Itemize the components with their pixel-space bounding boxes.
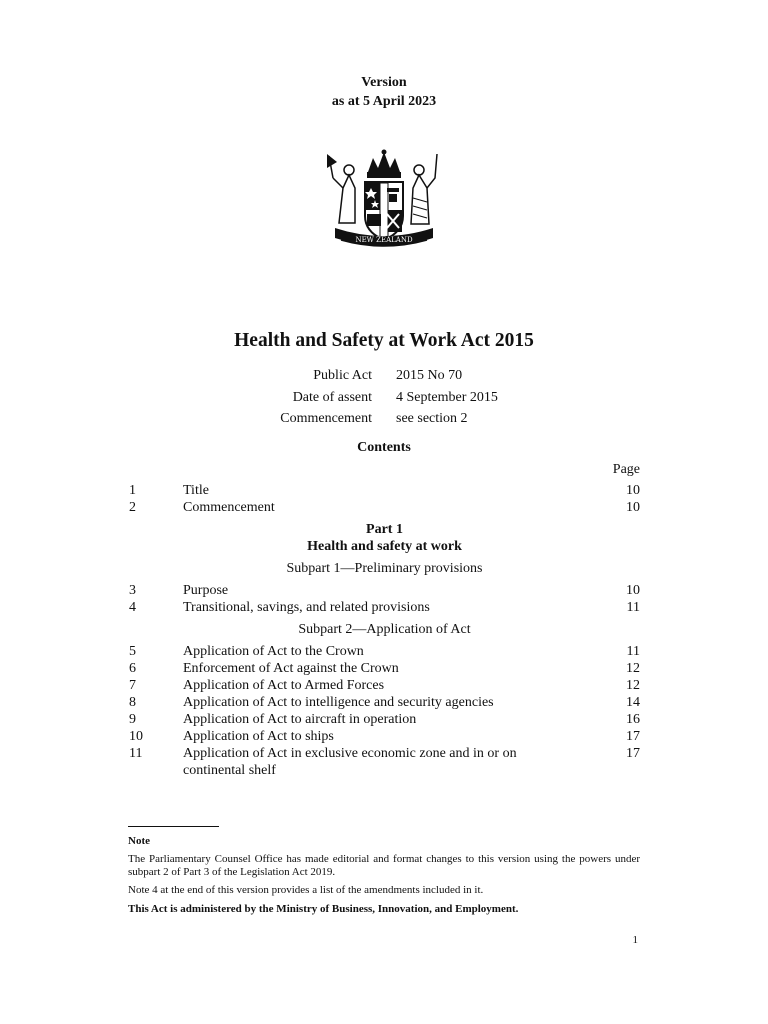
version-label: Version xyxy=(361,75,407,90)
toc-section-title: Application of Act to ships xyxy=(183,729,334,744)
toc-section-title: Commencement xyxy=(183,500,275,515)
meta-row-public-act xyxy=(240,365,498,387)
meta-row-commencement xyxy=(240,408,498,430)
version-date: as at 5 April 2023 xyxy=(331,94,437,109)
footnote-divider xyxy=(128,826,219,827)
toc-section-title: Application of Act in exclusive economic zone and in or on continental shelf xyxy=(183,746,517,778)
act-metadata xyxy=(240,365,498,430)
part-title: Health and safety at work xyxy=(307,539,462,554)
toc-section-title: Transitional, savings, and related provisions xyxy=(183,600,430,615)
toc-item-2[interactable] xyxy=(129,499,640,516)
toc-page-number: 17 xyxy=(626,746,640,761)
toc-section-title: Title xyxy=(183,483,209,498)
toc-page-number: 16 xyxy=(626,712,640,727)
toc-section-title: Purpose xyxy=(183,583,229,598)
crest-banner-text: NEW ZEALAND xyxy=(355,236,413,244)
toc-section-number: 5 xyxy=(129,644,136,659)
toc-item-7[interactable] xyxy=(129,677,640,694)
note-paragraph-2: Note 4 at the end of this version provides a list of the amendments included in it. xyxy=(128,884,484,896)
toc-item-1[interactable] xyxy=(129,482,640,499)
toc-section-title: Application of Act to aircraft in operation xyxy=(183,712,417,727)
meta-value: see section 2 xyxy=(396,411,468,426)
meta-label: Public Act xyxy=(313,368,372,383)
toc-section-number: 3 xyxy=(129,583,136,598)
toc-section-number: 11 xyxy=(129,746,143,761)
toc-item-4[interactable] xyxy=(129,599,640,616)
toc-section-number: 7 xyxy=(129,678,136,693)
contents-heading: Contents xyxy=(357,440,411,455)
toc-section-number: 10 xyxy=(129,729,143,744)
toc-section-title: Application of Act to intelligence and security agencies xyxy=(183,695,494,710)
toc-section-number: 2 xyxy=(129,500,136,515)
toc-item-8[interactable] xyxy=(129,694,640,711)
toc-section-number: 6 xyxy=(129,661,136,676)
version-block xyxy=(0,73,768,111)
toc-item-5[interactable] xyxy=(129,643,640,660)
toc-page-number: 12 xyxy=(626,661,640,676)
toc-page-number: 10 xyxy=(626,500,640,515)
toc-page-number: 12 xyxy=(626,678,640,693)
table-of-contents xyxy=(129,482,640,779)
meta-value: 2015 No 70 xyxy=(396,368,463,383)
act-title: Health and Safety at Work Act 2015 xyxy=(234,330,534,351)
toc-item-10[interactable] xyxy=(129,728,640,745)
toc-item-11[interactable] xyxy=(129,745,640,779)
administering-ministry: This Act is administered by the Ministry of Business, Innovation, and Employment. xyxy=(128,903,519,915)
toc-page-number: 14 xyxy=(626,695,640,710)
toc-section-title: Application of Act to Armed Forces xyxy=(183,678,385,693)
toc-page-number: 10 xyxy=(626,483,640,498)
toc-section-number: 1 xyxy=(129,483,136,498)
toc-item-3[interactable] xyxy=(129,582,640,599)
meta-row-date-of-assent xyxy=(240,387,498,409)
toc-section-number: 8 xyxy=(129,695,136,710)
toc-section-number: 9 xyxy=(129,712,136,727)
toc-page-number: 10 xyxy=(626,583,640,598)
meta-value: 4 September 2015 xyxy=(396,389,498,405)
toc-section-number: 4 xyxy=(129,600,136,615)
toc-section-title: Enforcement of Act against the Crown xyxy=(183,661,399,676)
toc-item-6[interactable] xyxy=(129,660,640,677)
toc-item-9[interactable] xyxy=(129,711,640,728)
toc-page-number: 11 xyxy=(626,644,640,659)
subpart-2-heading[interactable]: Subpart 2—Application of Act xyxy=(298,622,471,637)
part-heading[interactable] xyxy=(129,521,640,555)
note-heading: Note xyxy=(128,835,150,847)
coat-of-arms-icon xyxy=(321,148,447,260)
toc-page-number: 17 xyxy=(626,729,640,744)
part-number: Part 1 xyxy=(366,522,403,537)
meta-label: Commencement xyxy=(280,411,372,426)
subpart-1-heading[interactable]: Subpart 1—Preliminary provisions xyxy=(286,561,483,576)
page-column-heading: Page xyxy=(612,462,640,477)
toc-section-title: Application of Act to the Crown xyxy=(183,644,364,659)
note-paragraph-1: The Parliamentary Counsel Office has made editorial and format changes to this version using the powers under subpart 2 of Part 3 of the Legislation Act 2019. xyxy=(128,853,640,878)
page-number: 1 xyxy=(632,934,638,946)
toc-page-number: 11 xyxy=(626,600,640,615)
meta-label: Date of assent xyxy=(292,389,372,405)
